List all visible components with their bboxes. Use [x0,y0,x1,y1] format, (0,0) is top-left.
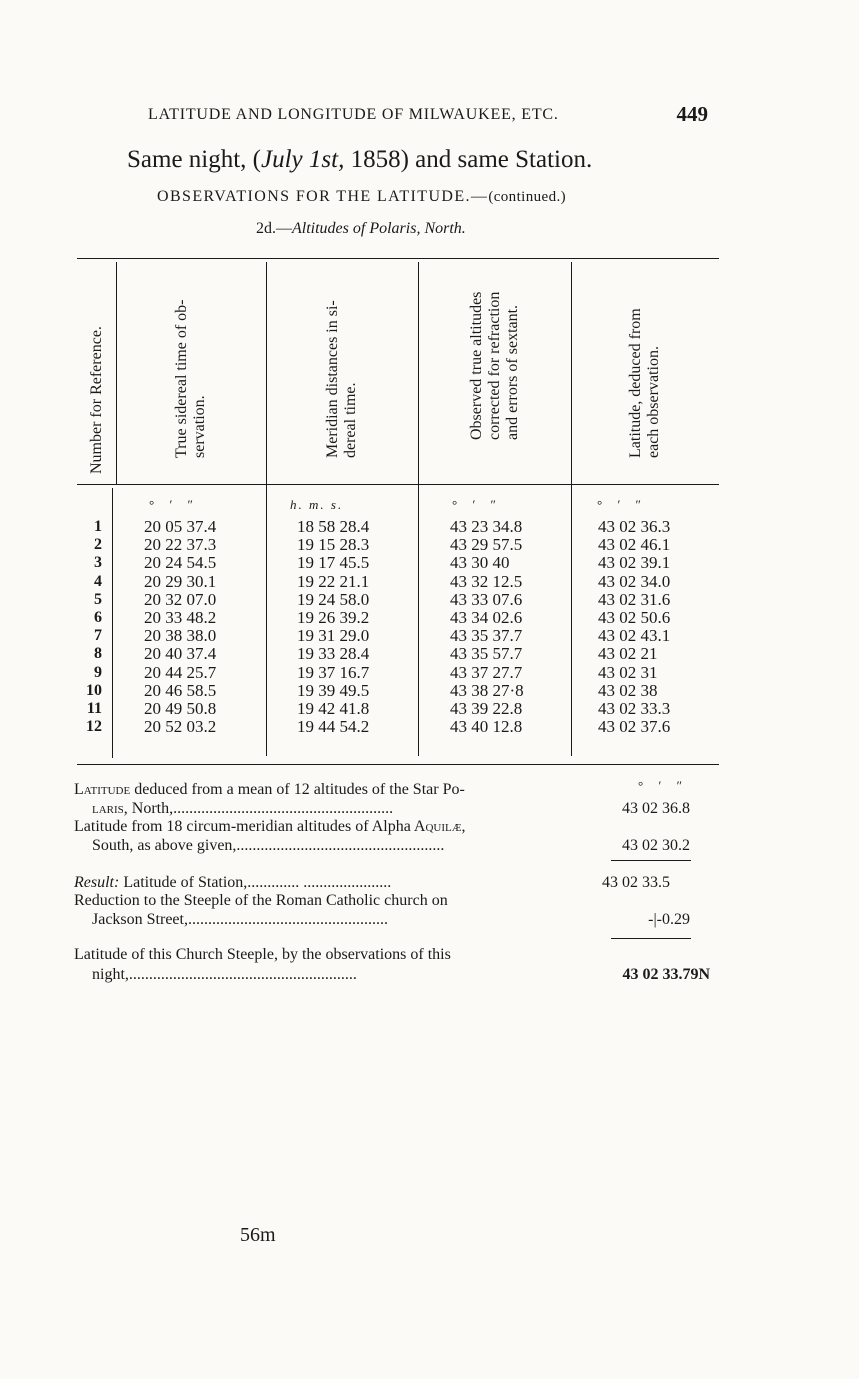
heading-pre: Same night, ( [127,146,262,173]
meridian-distance-cell: 19 44 54.2 [297,717,370,737]
header-line: Observed true altitudes [467,291,485,440]
sidereal-time-cell: 20 32 07.0 [144,589,217,609]
latitude-smallcaps: Latitude [74,781,131,798]
latitude-cell: 43 02 38 [598,680,658,700]
summary-line-1b [74,800,732,818]
header-altitudes [468,292,522,440]
column-divider [112,488,113,758]
sidereal-time-cell: 20 40 37.4 [144,644,217,664]
altitude-cell: 43 30 40 [450,553,510,573]
column-reference [76,518,102,736]
altitude-cell: 43 29 57.5 [450,535,523,555]
summary-rule [611,860,691,861]
polaris-smallcaps: laris [92,800,124,817]
header-latitude [627,308,663,458]
result-label: Result: [74,874,120,891]
meridian-distance-cell: 19 15 28.3 [297,535,370,555]
summary-text: South, as above given,.................................................... [92,837,445,854]
meridian-distance-cell: 19 42 41.8 [297,698,370,718]
summary-units-label: ° ′ ″ [638,778,688,793]
sidereal-time-cell: 20 46 58.5 [144,680,217,700]
summary-text: Reduction to the Steeple of the Roman Catholic church on [74,892,448,909]
units-latitude: ° ′ ″ [597,497,647,512]
sidereal-time-cell: 20 24 54.5 [144,553,217,573]
summary-text: Latitude of Station,............. ...................... [119,874,392,891]
summary-text: Jackson Street,.................................................. [92,911,388,928]
latitude-cell: 43 02 39.1 [598,553,671,573]
meridian-distance-cell: 19 33 28.4 [297,644,370,664]
header-cell-latitude [571,262,719,484]
subheading-main: OBSERVATIONS FOR THE LATITUDE.— [157,188,489,205]
sidereal-time-cell: 20 44 25.7 [144,662,217,682]
reference-number: 8 [94,645,102,663]
table-header-rule [77,484,719,485]
meridian-distance-cell: 19 37 16.7 [297,662,370,682]
header-cell-altitudes [418,262,571,484]
header-line: and errors of sextant. [503,304,521,440]
altitude-cell: 43 33 07.6 [450,589,523,609]
header-meridian [324,300,360,458]
altitude-cell: 43 40 12.8 [450,717,523,737]
altitude-cell: 43 39 22.8 [450,698,523,718]
summary-line-4a [74,892,714,910]
summary-line-5a [74,946,714,964]
latitude-cell: 43 02 21 [598,644,658,664]
units-sidereal: ° ′ ″ [149,497,199,512]
table-caption [256,220,466,238]
meridian-distance-cell: 19 39 49.5 [297,680,370,700]
meridian-distance-cell: 19 24 58.0 [297,589,370,609]
latitude-cell: 43 02 50.6 [598,607,671,627]
summary-text: Latitude of this Church Steeple, by the observations of this [74,946,451,963]
altitude-cell: 43 35 37.7 [450,626,523,646]
running-head [148,104,708,130]
latitude-cell: 43 02 31.6 [598,589,671,609]
header-sidereal [173,300,209,458]
summary-line-1a [74,781,714,799]
sidereal-time-cell: 20 33 48.2 [144,607,217,627]
header-line: Meridian distances in si- [324,300,341,458]
reference-number: 9 [94,663,102,681]
summary-text: night,......................................................... [92,966,357,983]
header-reference: Number for Reference. [87,326,105,474]
column-meridian [297,518,369,736]
header-line: corrected for refraction [485,291,503,440]
latitude-cell: 43 02 46.1 [598,535,671,555]
latitude-cell: 43 02 33.3 [598,698,671,718]
summary-line-5b [74,966,732,984]
meridian-distance-cell: 19 17 45.5 [297,553,370,573]
caption-pre: 2d.— [256,220,292,237]
meridian-distance-cell: 19 22 21.1 [297,571,370,591]
reference-number: 1 [94,518,102,535]
header-cell-reference [77,262,116,484]
latitude-cell: 43 02 31 [598,662,658,682]
section-subheading [157,188,677,206]
header-line: True sidereal time of ob- [173,299,190,458]
header-line: servation. [191,395,208,458]
altitude-cell: 43 37 27.7 [450,662,523,682]
reference-number: 4 [94,572,102,590]
station-latitude-value: 43 02 33.5 [602,874,670,891]
sidereal-time-cell: 20 52 03.2 [144,717,217,737]
altitude-cell: 43 34 02.6 [450,607,523,627]
sidereal-time-cell: 20 22 37.3 [144,535,217,555]
aquilae-smallcaps: quilæ [425,818,462,835]
summary-text: , [461,818,466,835]
units-meridian: h. m. s. [290,497,344,512]
meridian-distance-cell: 19 26 39.2 [297,607,370,627]
sidereal-time-cell: 20 05 37.4 [144,517,217,536]
steeple-latitude-value: 43 02 33.79N [622,966,710,983]
altitude-cell: 43 32 12.5 [450,571,523,591]
reference-number: 10 [86,681,102,699]
sidereal-time-cell: 20 49 50.8 [144,698,217,718]
meridian-distance-cell: 18 58 28.4 [297,517,370,536]
subheading-tail: (continued.) [488,189,567,205]
column-latitudes [598,518,670,736]
heading-date: July 1st, [261,146,345,173]
reduction-value: -|-0.29 [648,911,690,928]
altitude-cell: 43 38 27·8 [450,680,524,700]
table-bottom-rule [77,764,719,765]
caption-italic: Altitudes of Polaris, North. [292,220,466,237]
summary-text: Latitude from 18 circum-meridian altitudes of Alpha A [74,818,426,835]
reference-number: 11 [86,699,102,717]
reference-number: 7 [94,627,102,645]
reference-number: 5 [94,590,102,608]
header-cell-sidereal [116,262,266,484]
signature-mark: 56m [240,1224,276,1246]
altitude-cell: 43 35 57.7 [450,644,523,664]
column-sidereal [144,518,216,736]
units-altitudes: ° ′ ″ [452,497,502,512]
summary-text: , North,....................................................... [123,800,394,817]
mean-latitude-value: 43 02 36.8 [622,800,690,817]
summary-line-4b [74,911,732,929]
header-cell-meridian [266,262,418,484]
reference-number: 2 [94,536,102,554]
page-number: 449 [676,102,708,126]
header-line: dereal time. [342,382,359,458]
table-top-rule [77,258,719,259]
altitude-cell: 43 23 34.8 [450,517,523,536]
header-line: each observation. [645,346,662,458]
summary-line-3 [74,874,714,892]
latitude-cell: 43 02 34.0 [598,571,671,591]
running-title: LATITUDE AND LONGITUDE OF MILWAUKEE, ETC. [148,106,559,123]
latitude-cell: 43 02 36.3 [598,517,671,536]
aquilae-latitude-value: 43 02 30.2 [622,837,690,854]
reference-number: 12 [86,718,102,736]
sidereal-time-cell: 20 29 30.1 [144,571,217,591]
column-altitudes [450,518,524,736]
summary-text: deduced from a mean of 12 altitudes of the Star Po- [130,781,465,798]
meridian-distance-cell: 19 31 29.0 [297,626,370,646]
page-heading [127,146,687,174]
latitude-cell: 43 02 43.1 [598,626,671,646]
reference-number: 3 [94,554,102,572]
summary-rule [611,938,691,939]
header-line: Latitude, deduced from [627,308,644,458]
summary-line-2a [74,818,714,836]
sidereal-time-cell: 20 38 38.0 [144,626,217,646]
summary-line-2b [74,837,732,855]
heading-post: 1858) and same Station. [344,146,593,173]
latitude-cell: 43 02 37.6 [598,717,671,737]
reference-number: 6 [94,608,102,626]
